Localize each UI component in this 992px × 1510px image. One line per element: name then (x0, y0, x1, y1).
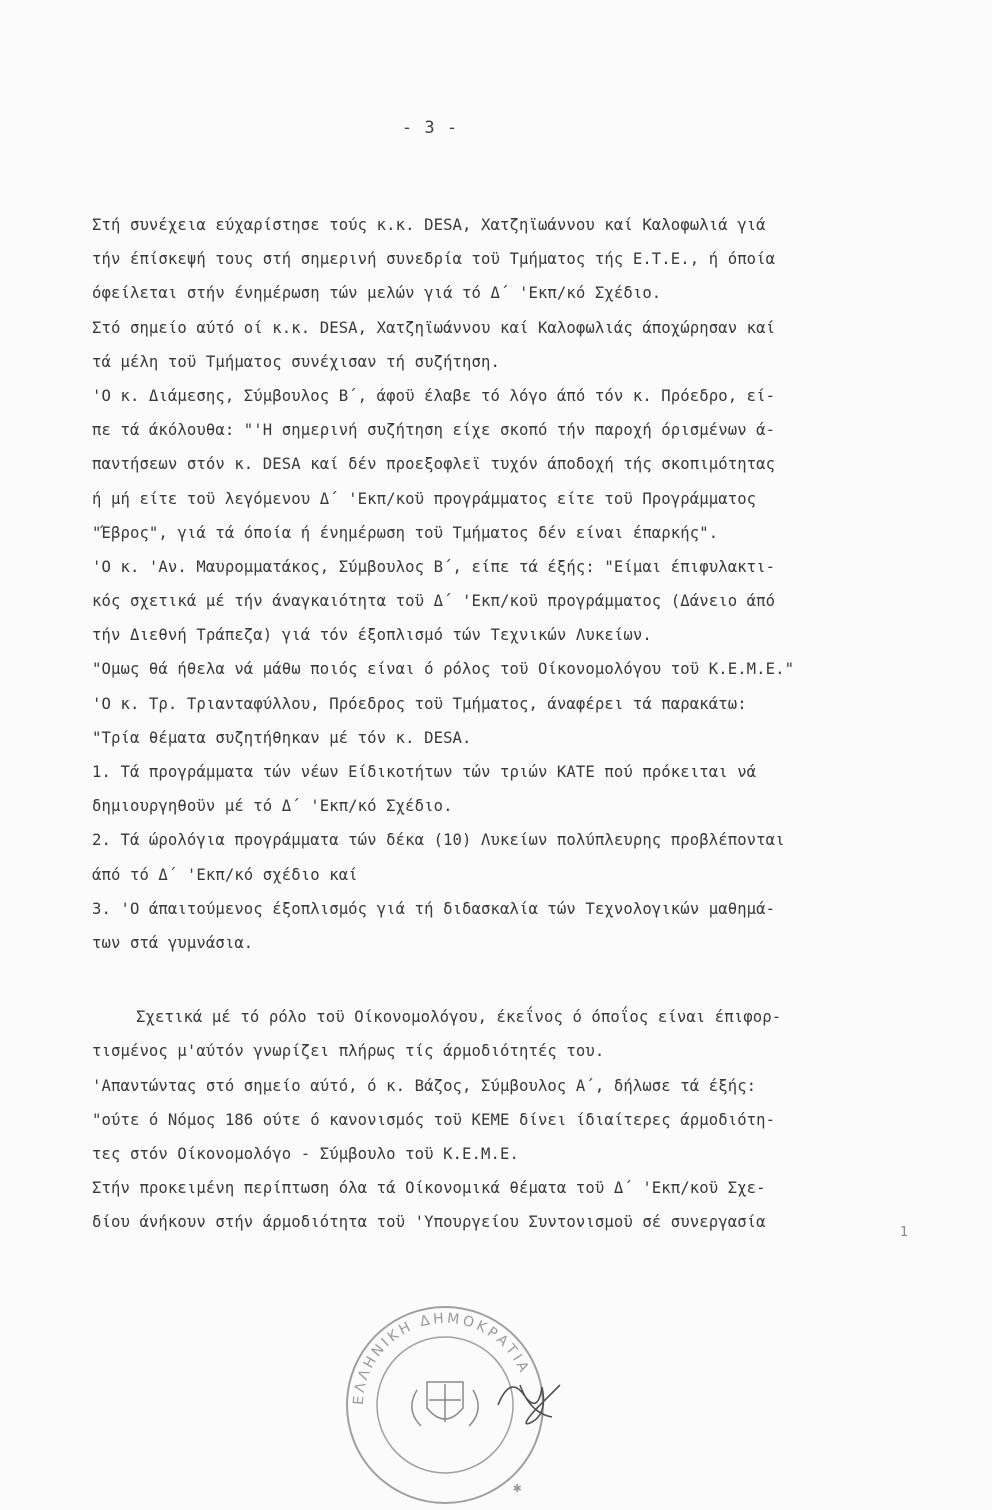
text-line: 'Απαντώντας στό σημείο αύτό, ό κ. Βάζος, Σύμβουλος Α΄, δήλωσε τά έξής: (92, 1076, 757, 1095)
text-line: "ούτε ό Νόμος 186 ούτε ό κανονισμός τοϋ ΚΕΜΕ δίνει ίδιαίτερες άρμοδιότη- (92, 1110, 776, 1129)
text-line: "Έβρος", γιά τά όποία ή ένημέρωση τοϋ Τμήματος δέν είναι έπαρκής". (92, 523, 719, 542)
text-line: τες στόν Οίκονομολόγο - Σύμβουλο τοϋ Κ.Ε.Μ.Ε. (92, 1144, 519, 1163)
text-line: όφείλεται στήν ένημέρωση τών μελών γιά τό Δ΄ 'Εκπ/κό Σχέδιο. (92, 284, 662, 303)
list-item-2: 2. Τά ώρολόγια προγράμματα τών δέκα (10) Λυκείων πολύπλευρης προβλέπονται (92, 831, 785, 850)
seal-star-icon: ✱ (513, 1480, 522, 1496)
text-line: τά μέλη τοϋ Τμήματος συνέχισαν τή συζήτηση. (92, 352, 500, 371)
margin-mark: 1 (900, 1225, 908, 1240)
text-line: "Τρία θέματα συζητήθηκαν μέ τόν κ. DESA. (92, 728, 472, 747)
text-line: δίου άνήκουν στήν άρμοδιότητα τοϋ 'Υπουργείου Συντονισμοϋ σέ συνεργασία (92, 1213, 766, 1232)
text-line: Στήν προκειμένη περίπτωση όλα τά Οίκονομικά θέματα τοϋ Δ΄ 'Εκπ/κοϋ Σχε- (92, 1179, 766, 1198)
list-item-3: 3. 'Ο άπαιτούμενος έξοπλισμός γιά τή διδασκαλία τών Τεχνολογικών μαθημά- (92, 899, 776, 918)
seal-text: ΕΛΛΗΝΙΚΗ ΔΗΜΟΚΡΑΤΙΑ (350, 1310, 533, 1406)
coat-of-arms-icon (412, 1382, 478, 1426)
body-text (92, 208, 892, 1239)
text-line: ή μή είτε τοϋ λεγόμενου Δ΄ 'Εκπ/κοϋ προγράμματος είτε τοϋ Προγράμματος (92, 489, 757, 508)
handwritten-signature (490, 1365, 570, 1435)
text-line: παντήσεων στόν κ. DESA καί δέν προεξοφλεϊ τυχόν άποδοχή τής σκοπιμότητας (92, 455, 776, 474)
text-line: άπό τό Δ΄ 'Εκπ/κό σχέδιο καί (92, 865, 358, 884)
list-item-1: 1. Τά προγράμματα τών νέων Είδικοτήτων τών τριών ΚΑΤΕ πού πρόκειται νά (92, 763, 757, 781)
text-line: δημιουργηθοϋν μέ τό Δ΄ 'Εκπ/κό Σχέδιο. (92, 797, 453, 816)
text-line: των στά γυμνάσια. (92, 933, 254, 952)
text-line: "Ομως θά ήθελα νά μάθω ποιός είναι ό ρόλος τοϋ Οίκονομολόγου τοϋ Κ.Ε.Μ.Ε." (92, 660, 795, 679)
text-line: 'Ο κ. Διάμεσης, Σύμβουλος Β΄, άφοϋ έλαβε τό λόγο άπό τόν κ. Πρόεδρο, εί- (92, 386, 776, 405)
text-line: κός σχετικά μέ τήν άναγκαιότητα τοϋ Δ΄ 'Εκπ/κοϋ προγράμματος (Δάνειο άπό (92, 592, 776, 611)
text-line: τήν Διεθνή Τράπεζα) γιά τόν έξοπλισμό τών Τεχνικών Λυκείων. (92, 626, 652, 645)
text-line: τισμένος μ'αύτόν γνωρίζει πλήρως τίς άρμοδιότητές του. (92, 1042, 605, 1061)
text-line: Στό σημείο αύτό οί κ.κ. DESA, Χατζηϊωάννου καί Καλοφωλιάς άποχώρησαν καί (92, 318, 776, 337)
text-line: Σχετικά μέ τό ρόλο τοϋ Οίκονομολόγου, έκεΐνος ό όποΐος είναι έπιφορ- (136, 1008, 782, 1027)
text-line: Στή συνέχεια εύχαρίστησε τούς κ.κ. DESA, Χατζηϊωάννου καί Καλοφωλιά γιά (92, 216, 766, 234)
paragraph-gap (92, 960, 892, 1000)
page-number: - 3 - (401, 118, 459, 138)
text-line: 'Ο κ. 'Αν. Μαυρομματάκος, Σύμβουλος Β΄, είπε τά έξής: "Είμαι έπιφυλακτι- (92, 557, 776, 576)
text-line: τήν έπίσκεψή τους στή σημερινή συνεδρία τοϋ Τμήματος τής Ε.Τ.Ε., ή όποία (92, 250, 776, 269)
text-line: πε τά άκόλουθα: "'Η σημερινή συζήτηση είχε σκοπό τήν παροχή όρισμένων ά- (92, 421, 776, 440)
text-line: 'Ο κ. Τρ. Τριανταφύλλου, Πρόεδρος τοϋ Τμήματος, άναφέρει τά παρακάτω: (92, 694, 747, 713)
